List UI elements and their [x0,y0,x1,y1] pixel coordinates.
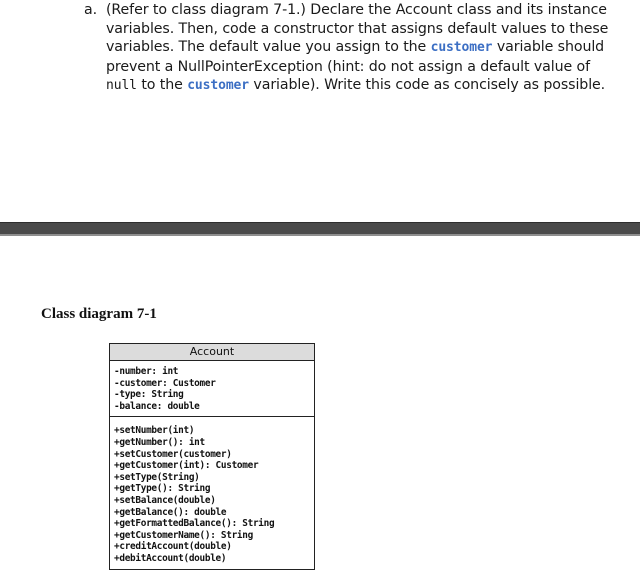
question-segment: variable should prevent a NullPointerException (hint: do not assign a default value of [106,39,605,75]
question-segment: to the [136,77,188,94]
question-item [84,1,624,96]
uml-method: +getNumber(): int [114,436,205,448]
section-divider [0,222,640,236]
uml-method: +setCustomer(customer) [114,448,232,460]
uml-method: +getCustomer(int): Customer [114,460,259,472]
uml-fields-compartment [110,361,314,417]
uml-method: +setType(String) [114,471,200,483]
code-keyword-null: null [106,78,137,94]
question-marker: a. [84,2,98,18]
code-keyword-customer: customer [187,78,250,94]
uml-class-box [109,343,315,570]
uml-method: +setNumber(int) [114,425,195,437]
uml-method: +creditAccount(double) [114,541,232,553]
uml-method: +setBalance(double) [114,494,216,506]
uml-methods-compartment [110,417,314,568]
question-segment: variable). Write this code as concisely as possible. [249,77,606,94]
uml-method: +getBalance(): double [114,506,227,518]
uml-method: +debitAccount(double) [114,552,227,564]
uml-class-name: Account [110,344,314,361]
question-text [106,1,624,96]
uml-method: +getCustomerName(): String [114,529,253,541]
uml-field: -balance: double [114,400,200,412]
uml-method: +getFormattedBalance(): String [114,518,275,530]
uml-field: -number: int [114,366,179,377]
uml-method: +getType(): String [114,483,211,495]
uml-field: -customer: Customer [114,377,216,389]
question-segment: (Refer to class diagram 7-1.) Declare the Account class and its instance variables. Then, code a constructor that assigns default values to these variables. The default value you assign to the [106,2,609,56]
uml-field: -type: String [114,389,184,401]
diagram-title: Class diagram 7-1 [41,306,157,322]
code-keyword-customer: customer [430,40,493,56]
